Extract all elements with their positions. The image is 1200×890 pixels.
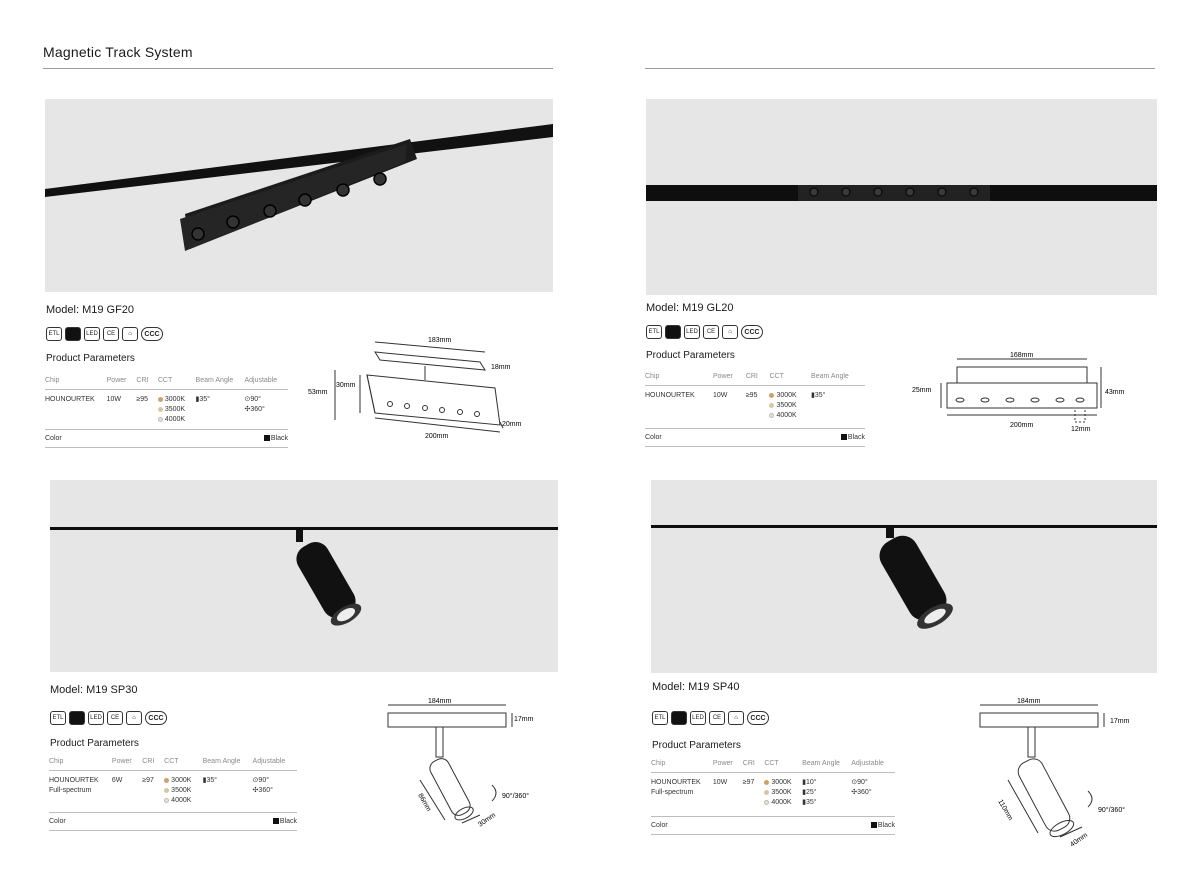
svg-text:184mm: 184mm xyxy=(428,698,452,705)
led-icon: LED xyxy=(690,711,706,725)
dimension-drawing-gf20 xyxy=(305,330,535,445)
ccc-icon: CCC xyxy=(141,327,163,341)
params-title: Product Parameters xyxy=(46,353,135,364)
svg-text:30mm: 30mm xyxy=(336,382,356,389)
params-table: Chip Power CRI CCT Beam Angle Adjustable HOUNOURTEK 10W ≥95 3000K 3500K 4000K ▮35° ⊙90° ✣360° xyxy=(45,377,288,429)
svg-text:12mm: 12mm xyxy=(1071,426,1091,433)
color-row: Color Black xyxy=(49,812,297,831)
svg-text:43mm: 43mm xyxy=(1105,389,1125,396)
dimension-drawing-sp30 xyxy=(380,695,550,840)
color-row: Color Black xyxy=(45,429,288,448)
svg-text:110mm: 110mm xyxy=(996,798,1014,822)
model-title: Model: M19 GL20 xyxy=(646,302,734,314)
svg-text:18mm: 18mm xyxy=(491,364,511,371)
cert-row xyxy=(652,711,769,725)
led-icon: LED xyxy=(684,325,700,339)
etl-icon: ETL xyxy=(646,325,662,339)
house-icon: ⌂ xyxy=(722,325,738,339)
ccc-icon: CCC xyxy=(747,711,769,725)
etl-icon: ETL xyxy=(652,711,668,725)
model-title: Model: M19 SP40 xyxy=(652,681,740,693)
svg-text:17mm: 17mm xyxy=(514,716,534,723)
house-icon: ⌂ xyxy=(122,327,138,341)
svg-text:25mm: 25mm xyxy=(912,387,932,394)
svg-text:168mm: 168mm xyxy=(1010,352,1034,359)
led-icon: LED xyxy=(84,327,100,341)
etl-icon: ETL xyxy=(50,711,66,725)
dimmer-icon xyxy=(671,711,687,725)
svg-text:200mm: 200mm xyxy=(1010,422,1034,429)
params-table: Chip Power CRI CCT Beam Angle Adjustable HOUNOURTEK Full-spectrum 10W ≥97 3000K 3500K 4000K ▮10° ▮25° ▮35° ⊙90° ✣360° xyxy=(651,760,895,812)
svg-text:17mm: 17mm xyxy=(1110,718,1130,725)
product-photo-gl20 xyxy=(646,99,1157,295)
svg-text:184mm: 184mm xyxy=(1017,698,1041,705)
svg-text:90°/360°: 90°/360° xyxy=(1098,807,1126,814)
header-rule-right xyxy=(645,68,1155,69)
svg-text:53mm: 53mm xyxy=(308,389,328,396)
house-icon: ⌂ xyxy=(728,711,744,725)
svg-text:183mm: 183mm xyxy=(428,337,452,344)
ce-icon: CE xyxy=(107,711,123,725)
dimmer-icon xyxy=(69,711,85,725)
product-photo-sp40 xyxy=(651,480,1157,673)
cert-row xyxy=(46,327,163,341)
product-photo-sp30 xyxy=(50,480,558,672)
dimension-drawing-sp40 xyxy=(972,695,1147,855)
dimmer-icon xyxy=(665,325,681,339)
svg-text:30mm: 30mm xyxy=(477,811,498,829)
svg-text:90°/360°: 90°/360° xyxy=(502,793,530,800)
svg-text:200mm: 200mm xyxy=(425,433,449,440)
params-title: Product Parameters xyxy=(652,740,741,751)
ccc-icon: CCC xyxy=(145,711,167,725)
ce-icon: CE xyxy=(709,711,725,725)
ce-icon: CE xyxy=(103,327,119,341)
dimmer-icon xyxy=(65,327,81,341)
color-row: Color Black xyxy=(645,428,865,447)
params-table: Chip Power CRI CCT Beam Angle HOUNOURTEK 10W ≥95 3000K 3500K 4000K ▮35° xyxy=(645,373,865,425)
svg-text:40mm: 40mm xyxy=(1069,831,1090,849)
params-title: Product Parameters xyxy=(646,350,735,361)
header-rule-left xyxy=(43,68,553,69)
product-photo-gf20 xyxy=(45,99,553,292)
ce-icon: CE xyxy=(703,325,719,339)
params-table: Chip Power CRI CCT Beam Angle Adjustable HOUNOURTEK Full-spectrum 6W ≥97 3000K 3500K 4000K ▮35° ⊙90° ✣360° xyxy=(49,758,297,810)
svg-text:20mm: 20mm xyxy=(502,421,522,428)
etl-icon: ETL xyxy=(46,327,62,341)
house-icon: ⌂ xyxy=(126,711,142,725)
params-title: Product Parameters xyxy=(50,738,139,749)
model-title: Model: M19 SP30 xyxy=(50,684,138,696)
svg-text:86mm: 86mm xyxy=(416,792,433,813)
led-icon: LED xyxy=(88,711,104,725)
cert-row xyxy=(646,325,763,339)
cert-row xyxy=(50,711,167,725)
color-row: Color Black xyxy=(651,816,895,835)
page-title: Magnetic Track System xyxy=(43,44,193,60)
model-title: Model: M19 GF20 xyxy=(46,304,135,316)
ccc-icon: CCC xyxy=(741,325,763,339)
dimension-drawing-gl20 xyxy=(905,345,1135,435)
